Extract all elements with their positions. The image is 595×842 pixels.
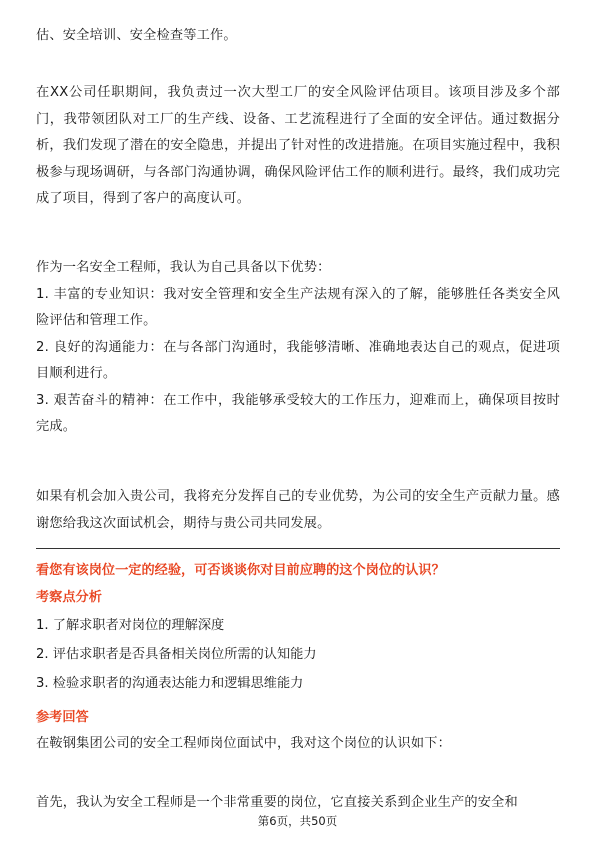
strength-item: 1. 丰富的专业知识：我对安全管理和安全生产法规有深入的了解，能够胜任各类安全风险评估和管理工作。: [36, 286, 560, 328]
analysis-item: 1. 了解求职者对岗位的理解深度: [36, 618, 225, 633]
paragraph-project-experience: 在XX公司任职期间，我负责过一次大型工厂的安全风险评估项目。该项目涉及多个部门，我带领团队对工厂的生产线、设备、工艺流程进行了全面的安全评估。通过数据分析，我们发现了潜在的安全隐患，并提出了针对性的改进措施。在项目实施过程中，我积极参与现场调研，与各部门沟通协调，确保风险评估工作的顺利进行。最终，我们成功完成了项目，得到了客户的高度认可。: [36, 85, 560, 206]
interview-question: 看您有该岗位一定的经验，可否谈谈你对目前应聘的这个岗位的认识？: [36, 563, 445, 578]
analysis-item: 2. 评估求职者是否具备相关岗位所需的认知能力: [36, 647, 317, 662]
paragraph-closing: 如果有机会加入贵公司，我将充分发挥自己的专业优势，为公司的安全生产贡献力量。感谢您给我这次面试机会，期待与贵公司共同发展。: [36, 489, 560, 531]
strengths-intro: 作为一名安全工程师，我认为自己具备以下优势：: [36, 260, 331, 275]
answer-paragraph: 首先，我认为安全工程师是一个非常重要的岗位，它直接关系到企业生产的安全和: [36, 795, 518, 810]
answer-heading: 参考回答: [36, 710, 89, 725]
analysis-list: [36, 611, 560, 698]
answer-intro: 在鞍钢集团公司的安全工程师岗位面试中，我对这个岗位的认识如下：: [36, 736, 452, 751]
strength-item: 3. 艰苦奋斗的精神：在工作中，我能够承受较大的工作压力，迎难而上，确保项目按时完成。: [36, 392, 560, 434]
strength-item: 2. 良好的沟通能力：在与各部门沟通时，我能够清晰、准确地表达自己的观点，促进项目顺利进行。: [36, 339, 560, 381]
section-divider: [36, 548, 560, 549]
document-page: [36, 0, 560, 842]
paragraph-continuation: 估、安全培训、安全检查等工作。: [36, 28, 237, 43]
analysis-item: 3. 检验求职者的沟通表达能力和逻辑思维能力: [36, 676, 304, 691]
strengths-section: [36, 255, 560, 441]
analysis-heading: 考察点分析: [36, 590, 102, 605]
page-number: 第6页，共50页: [257, 814, 338, 828]
